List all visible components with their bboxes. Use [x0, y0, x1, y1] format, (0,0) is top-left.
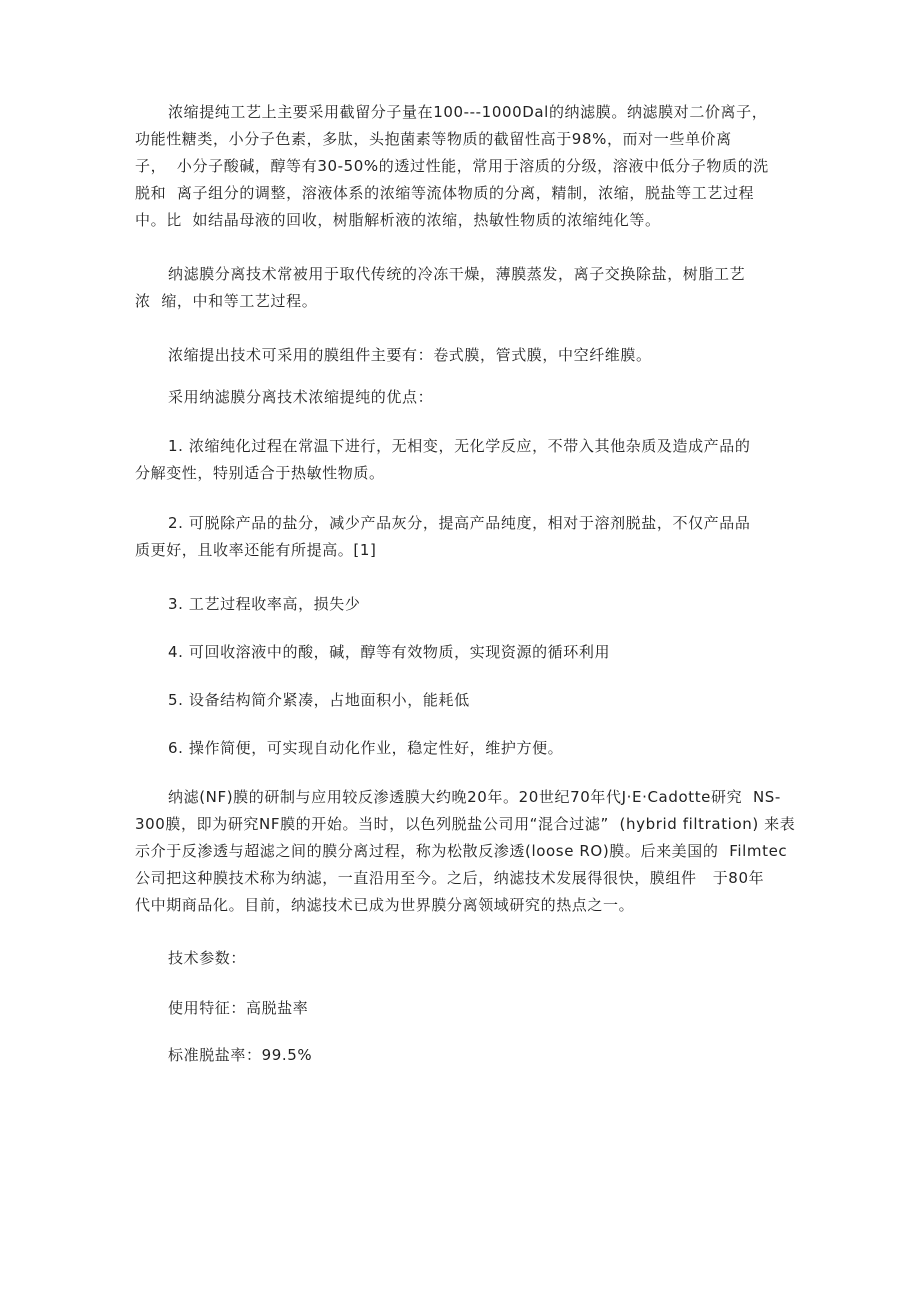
text-line: 浓缩提纯工艺上主要采用截留分子量在100---1000Dal的纳滤膜。纳滤膜对二价离子，	[168, 103, 768, 121]
text-line: 脱和 离子组分的调整，溶液体系的浓缩等流体物质的分离，精制，浓缩，脱盐等工艺过程	[135, 184, 755, 202]
text-line: 质更好，且收率还能有所提高。[1]	[135, 541, 377, 559]
text-line: 纳滤膜分离技术常被用于取代传统的冷冻干燥，薄膜蒸发，离子交换除盐，树脂工艺	[168, 265, 746, 283]
text-line: 浓 缩，中和等工艺过程。	[135, 292, 318, 310]
text-line: 2. 可脱除产品的盐分，减少产品灰分，提高产品纯度，相对于溶剂脱盐，不仅产品品	[168, 514, 751, 532]
text-line: 示介于反渗透与超滤之间的膜分离过程，称为松散反渗透(loose RO)膜。后来美国的 Filmtec	[135, 842, 788, 860]
text-line: 采用纳滤膜分离技术浓缩提纯的优点：	[168, 388, 434, 406]
text-line: 4. 可回收溶液中的酸，碱，醇等有效物质，实现资源的循环利用	[168, 643, 611, 661]
text-line: 功能性糖类，小分子色素，多肽，头抱菌素等物质的截留性高于98%，而对一些单价离	[135, 130, 732, 148]
text-line: 使用特征：高脱盐率	[168, 999, 309, 1017]
text-line: 5. 设备结构简介紧凑，占地面积小，能耗低	[168, 691, 470, 709]
text-line: 技术参数：	[168, 949, 247, 967]
text-line: 公司把这种膜技术称为纳滤，一直沿用至今。之后，纳滤技术发展得很快，膜组件 于80年	[135, 869, 765, 887]
text-line: 6. 操作简便，可实现自动化作业，稳定性好，维护方便。	[168, 739, 564, 757]
text-line: 纳滤(NF)膜的研制与应用较反渗透膜大约晚20年。20世纪70年代J·E·Cadotte研究 NS-	[168, 788, 781, 806]
text-line: 浓缩提出技术可采用的膜组件主要有：卷式膜，管式膜，中空纤维膜。	[168, 346, 652, 364]
text-line: 标准脱盐率：99.5%	[168, 1046, 313, 1064]
text-line: 1. 浓缩纯化过程在常温下进行，无相变，无化学反应，不带入其他杂质及造成产品的	[168, 437, 751, 455]
text-line: 分解变性，特别适合于热敏性物质。	[135, 464, 385, 482]
text-line: 中。比 如结晶母液的回收，树脂解析液的浓缩，热敏性物质的浓缩纯化等。	[135, 211, 661, 229]
text-line: 3. 工艺过程收率高，损失少	[168, 595, 361, 613]
text-line: 代中期商品化。目前，纳滤技术已成为世界膜分离领域研究的热点之一。	[135, 896, 635, 914]
text-line: 300膜，即为研究NF膜的开始。当时，以色列脱盐公司用“混合过滤” (hybrid filtration) 来表	[135, 815, 796, 833]
text-line: 子， 小分子酸碱，醇等有30-50%的透过性能，常用于溶质的分级，溶液中低分子物质的洗	[135, 157, 769, 175]
